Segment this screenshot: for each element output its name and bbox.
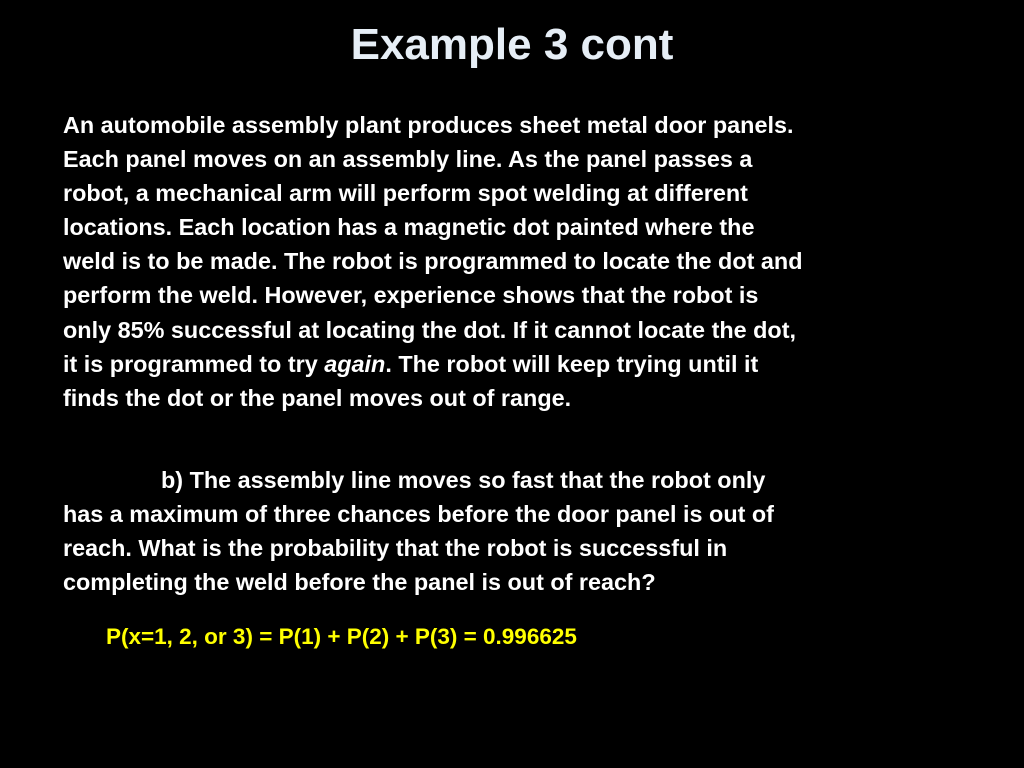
slide-title: Example 3 cont: [350, 20, 674, 69]
emphasis-text: again: [324, 350, 386, 377]
line-text: b) The assembly line moves so fast that the robot only: [161, 467, 766, 493]
paragraph-line: [63, 347, 973, 381]
paragraph-line: locations. Each location has a magnetic dot painted where the: [63, 214, 755, 241]
paragraph-line: finds the dot or the panel moves out of range.: [63, 384, 572, 411]
paragraph-line: Each panel moves on an assembly line. As the panel passes a: [63, 146, 753, 173]
question-paragraph: [63, 463, 973, 599]
problem-paragraph: [63, 108, 973, 415]
paragraph-line: only 85% successful at locating the dot. If it cannot locate the dot,: [63, 316, 797, 343]
line-text: it is programmed to try: [63, 350, 325, 377]
question-line: has a maximum of three chances before the door panel is out of: [63, 501, 774, 528]
paragraph-line: An automobile assembly plant produces sheet metal door panels.: [63, 112, 794, 138]
question-line: completing the weld before the panel is out of reach?: [63, 569, 656, 596]
paragraph-line: robot, a mechanical arm will perform spot welding at different: [63, 180, 748, 207]
question-line: [63, 463, 973, 497]
line-text: . The robot will keep trying until it: [385, 350, 759, 377]
question-line: reach. What is the probability that the robot is successful in: [63, 535, 728, 562]
paragraph-line: weld is to be made. The robot is programmed to locate the dot and: [63, 248, 803, 275]
paragraph-line: perform the weld. However, experience shows that the robot is: [63, 282, 759, 309]
answer-formula: P(x=1, 2, or 3) = P(1) + P(2) + P(3) = 0.996625: [106, 624, 577, 649]
